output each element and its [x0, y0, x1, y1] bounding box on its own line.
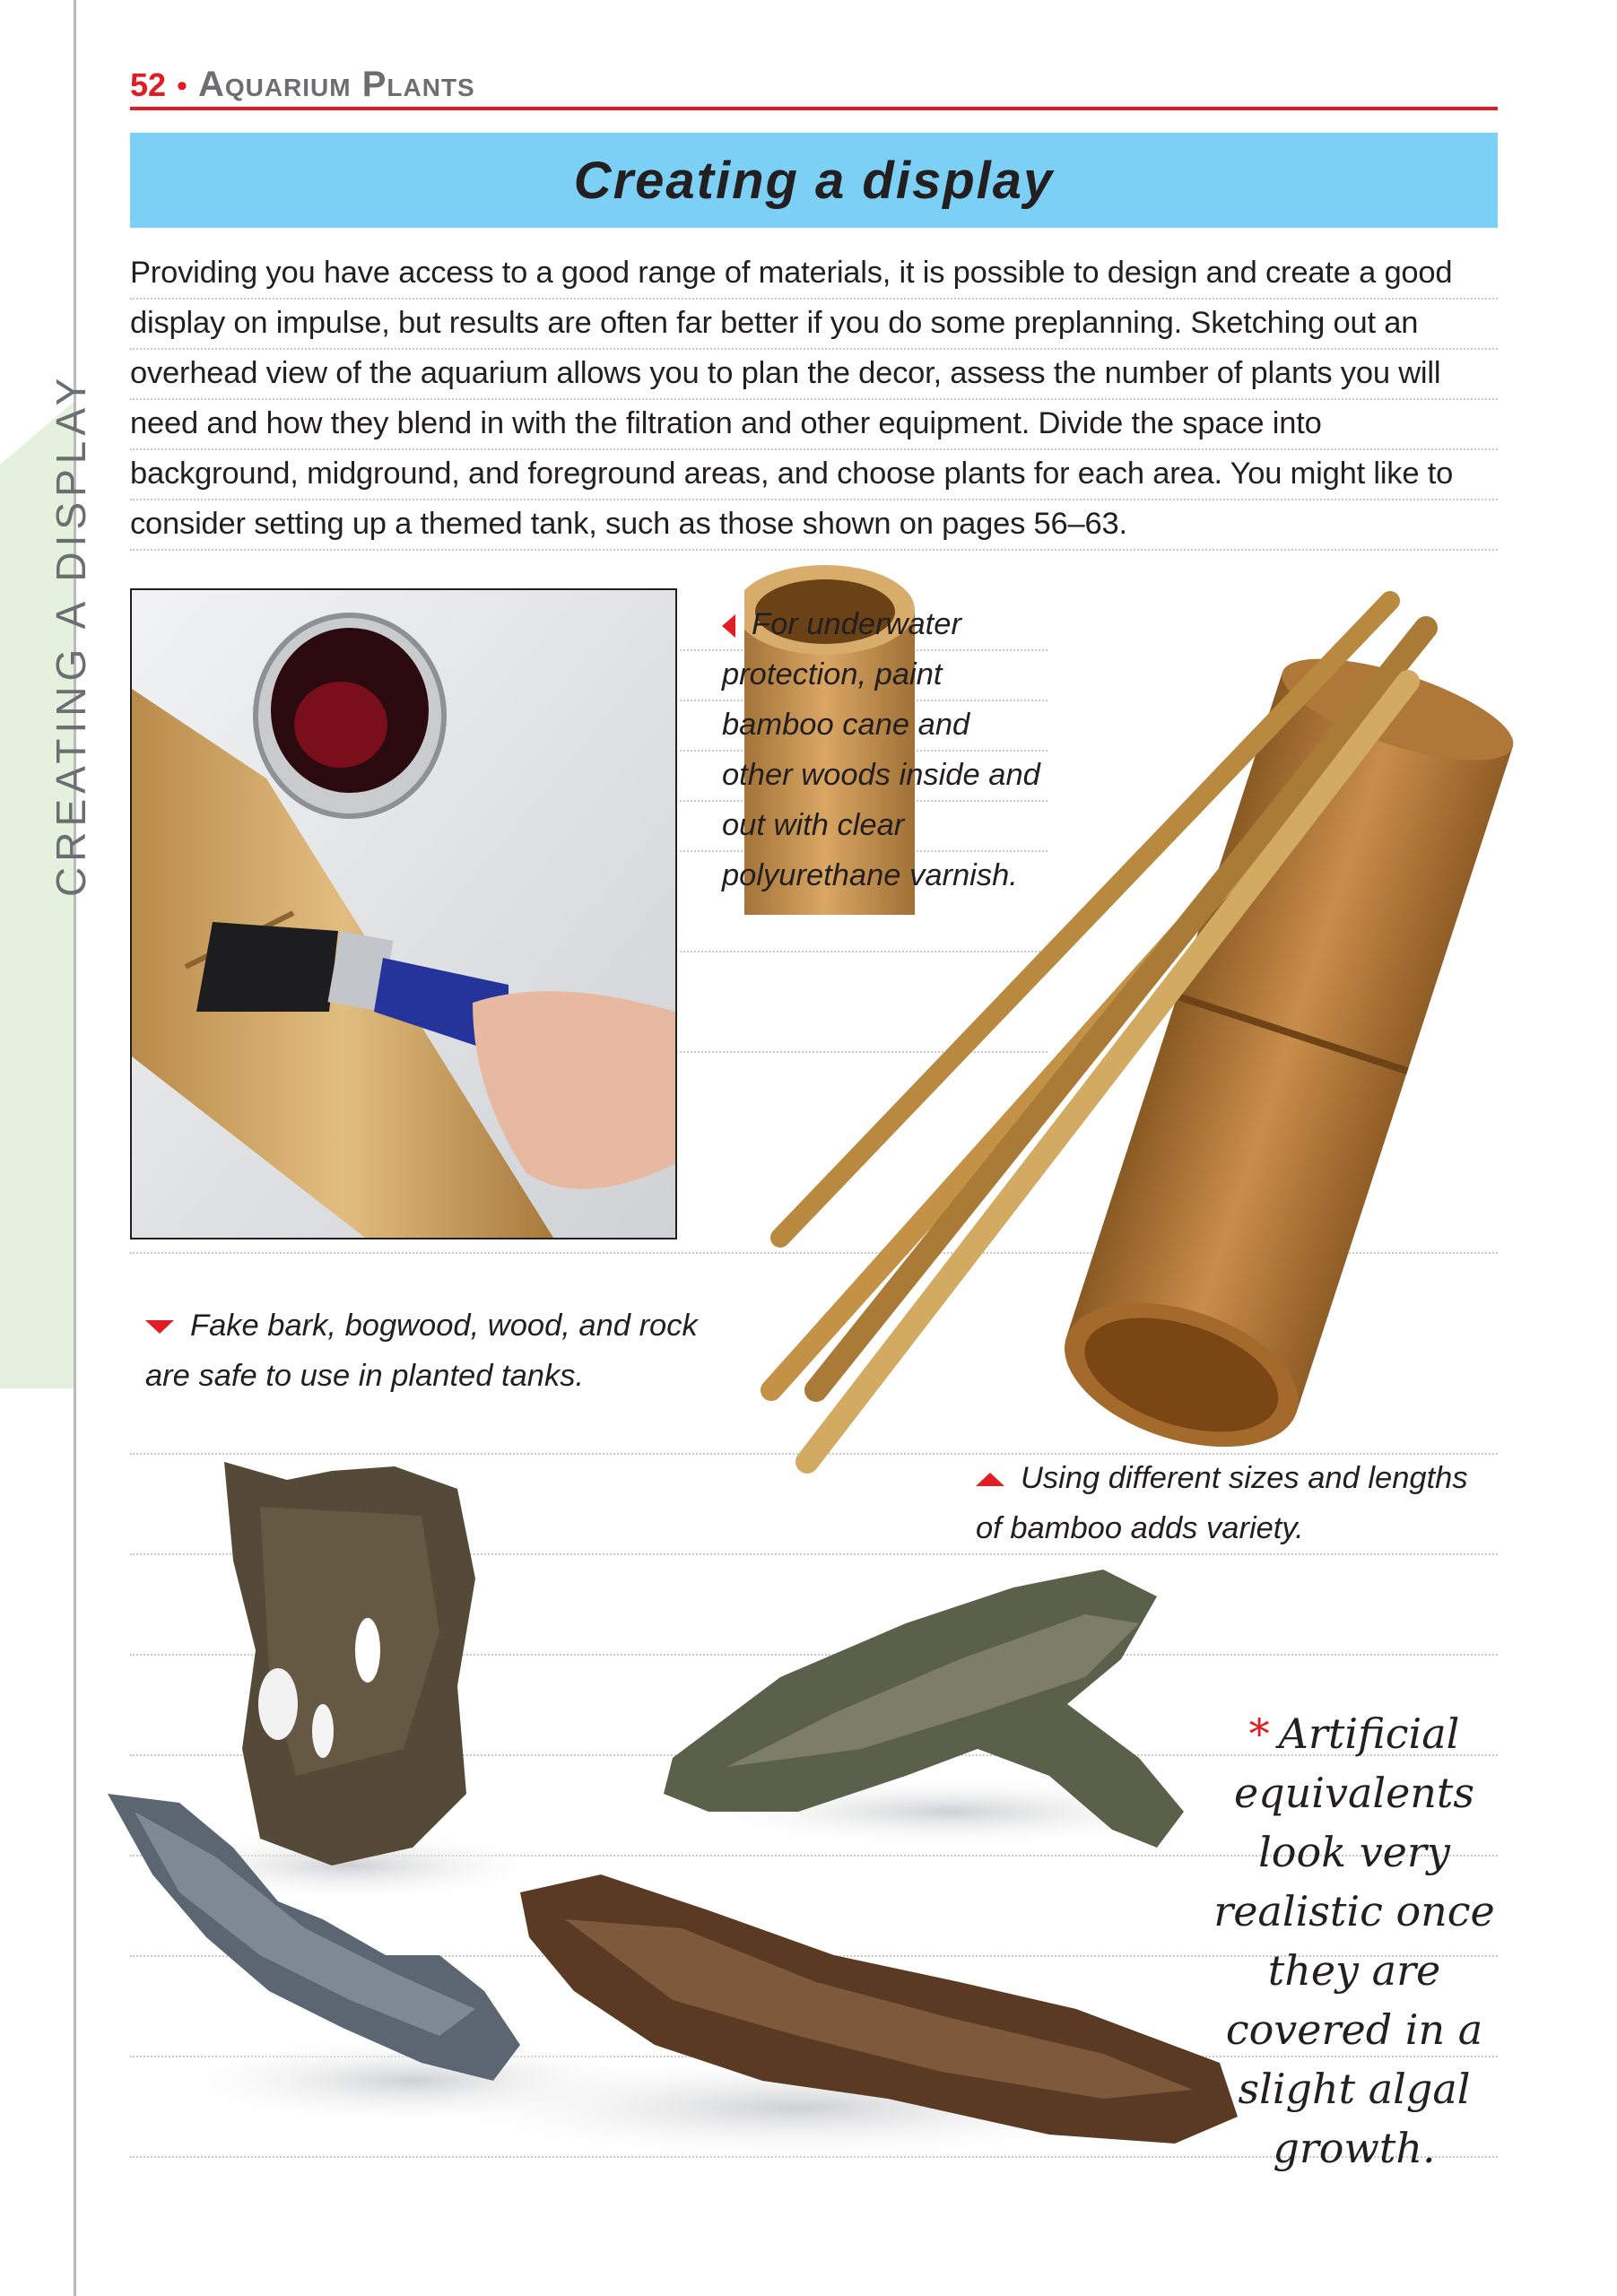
caption-pointer-up-icon: [976, 1473, 1004, 1486]
title-banner: [130, 133, 1498, 228]
page-title: Creating a display: [573, 151, 1055, 210]
asterisk-icon: *: [1248, 1709, 1270, 1758]
handwritten-note-text: Artificial equivalents look very realistic once they are covered in a slight algal growth.: [1213, 1709, 1495, 2172]
intro-paragraph: Providing you have access to a good range of materials, it is possible to design and create a good display on impulse, but results are often far better if you do some preplanning. Sketching out an overhead view of the aquarium allows you to plan the decor, assess the number of plants you will need and how they blend in with the filtration and other equipment. Divide the space into background, midground, and foreground areas, and choose plants for each area. You might like to consider setting up a themed tank, such as those shown on pages 56–63.: [130, 256, 1454, 541]
caption-varnish: [722, 599, 1045, 900]
artificial-decor-photo: [99, 1453, 1265, 2188]
caption-pointer-down-icon: [145, 1320, 174, 1334]
page-number: 52: [130, 66, 167, 103]
header-separator: •: [177, 69, 187, 103]
running-header: [130, 65, 475, 108]
caption-bamboo-text: Using different sizes and lengths of bamboo adds variety.: [976, 1461, 1468, 1545]
section-title: Aquarium Plants: [197, 65, 475, 104]
caption-varnish-text: For underwater protection, paint bamboo cane and other woods inside and out with clear polyurethane varnish.: [722, 607, 1040, 892]
handwritten-note: [1193, 1704, 1516, 2178]
caption-pointer-left-icon: [722, 614, 735, 638]
header-rule: [130, 107, 1498, 110]
page-spine-line: [74, 0, 76, 2296]
caption-bamboo: [976, 1453, 1478, 1553]
varnish-photo: [130, 588, 677, 1239]
caption-bark: [145, 1300, 701, 1401]
side-tab-label: CREATING A DISPLAY: [48, 372, 94, 897]
ruled-line: [130, 549, 1498, 551]
caption-bark-text: Fake bark, bogwood, wood, and rock are safe to use in planted tanks.: [145, 1309, 698, 1393]
